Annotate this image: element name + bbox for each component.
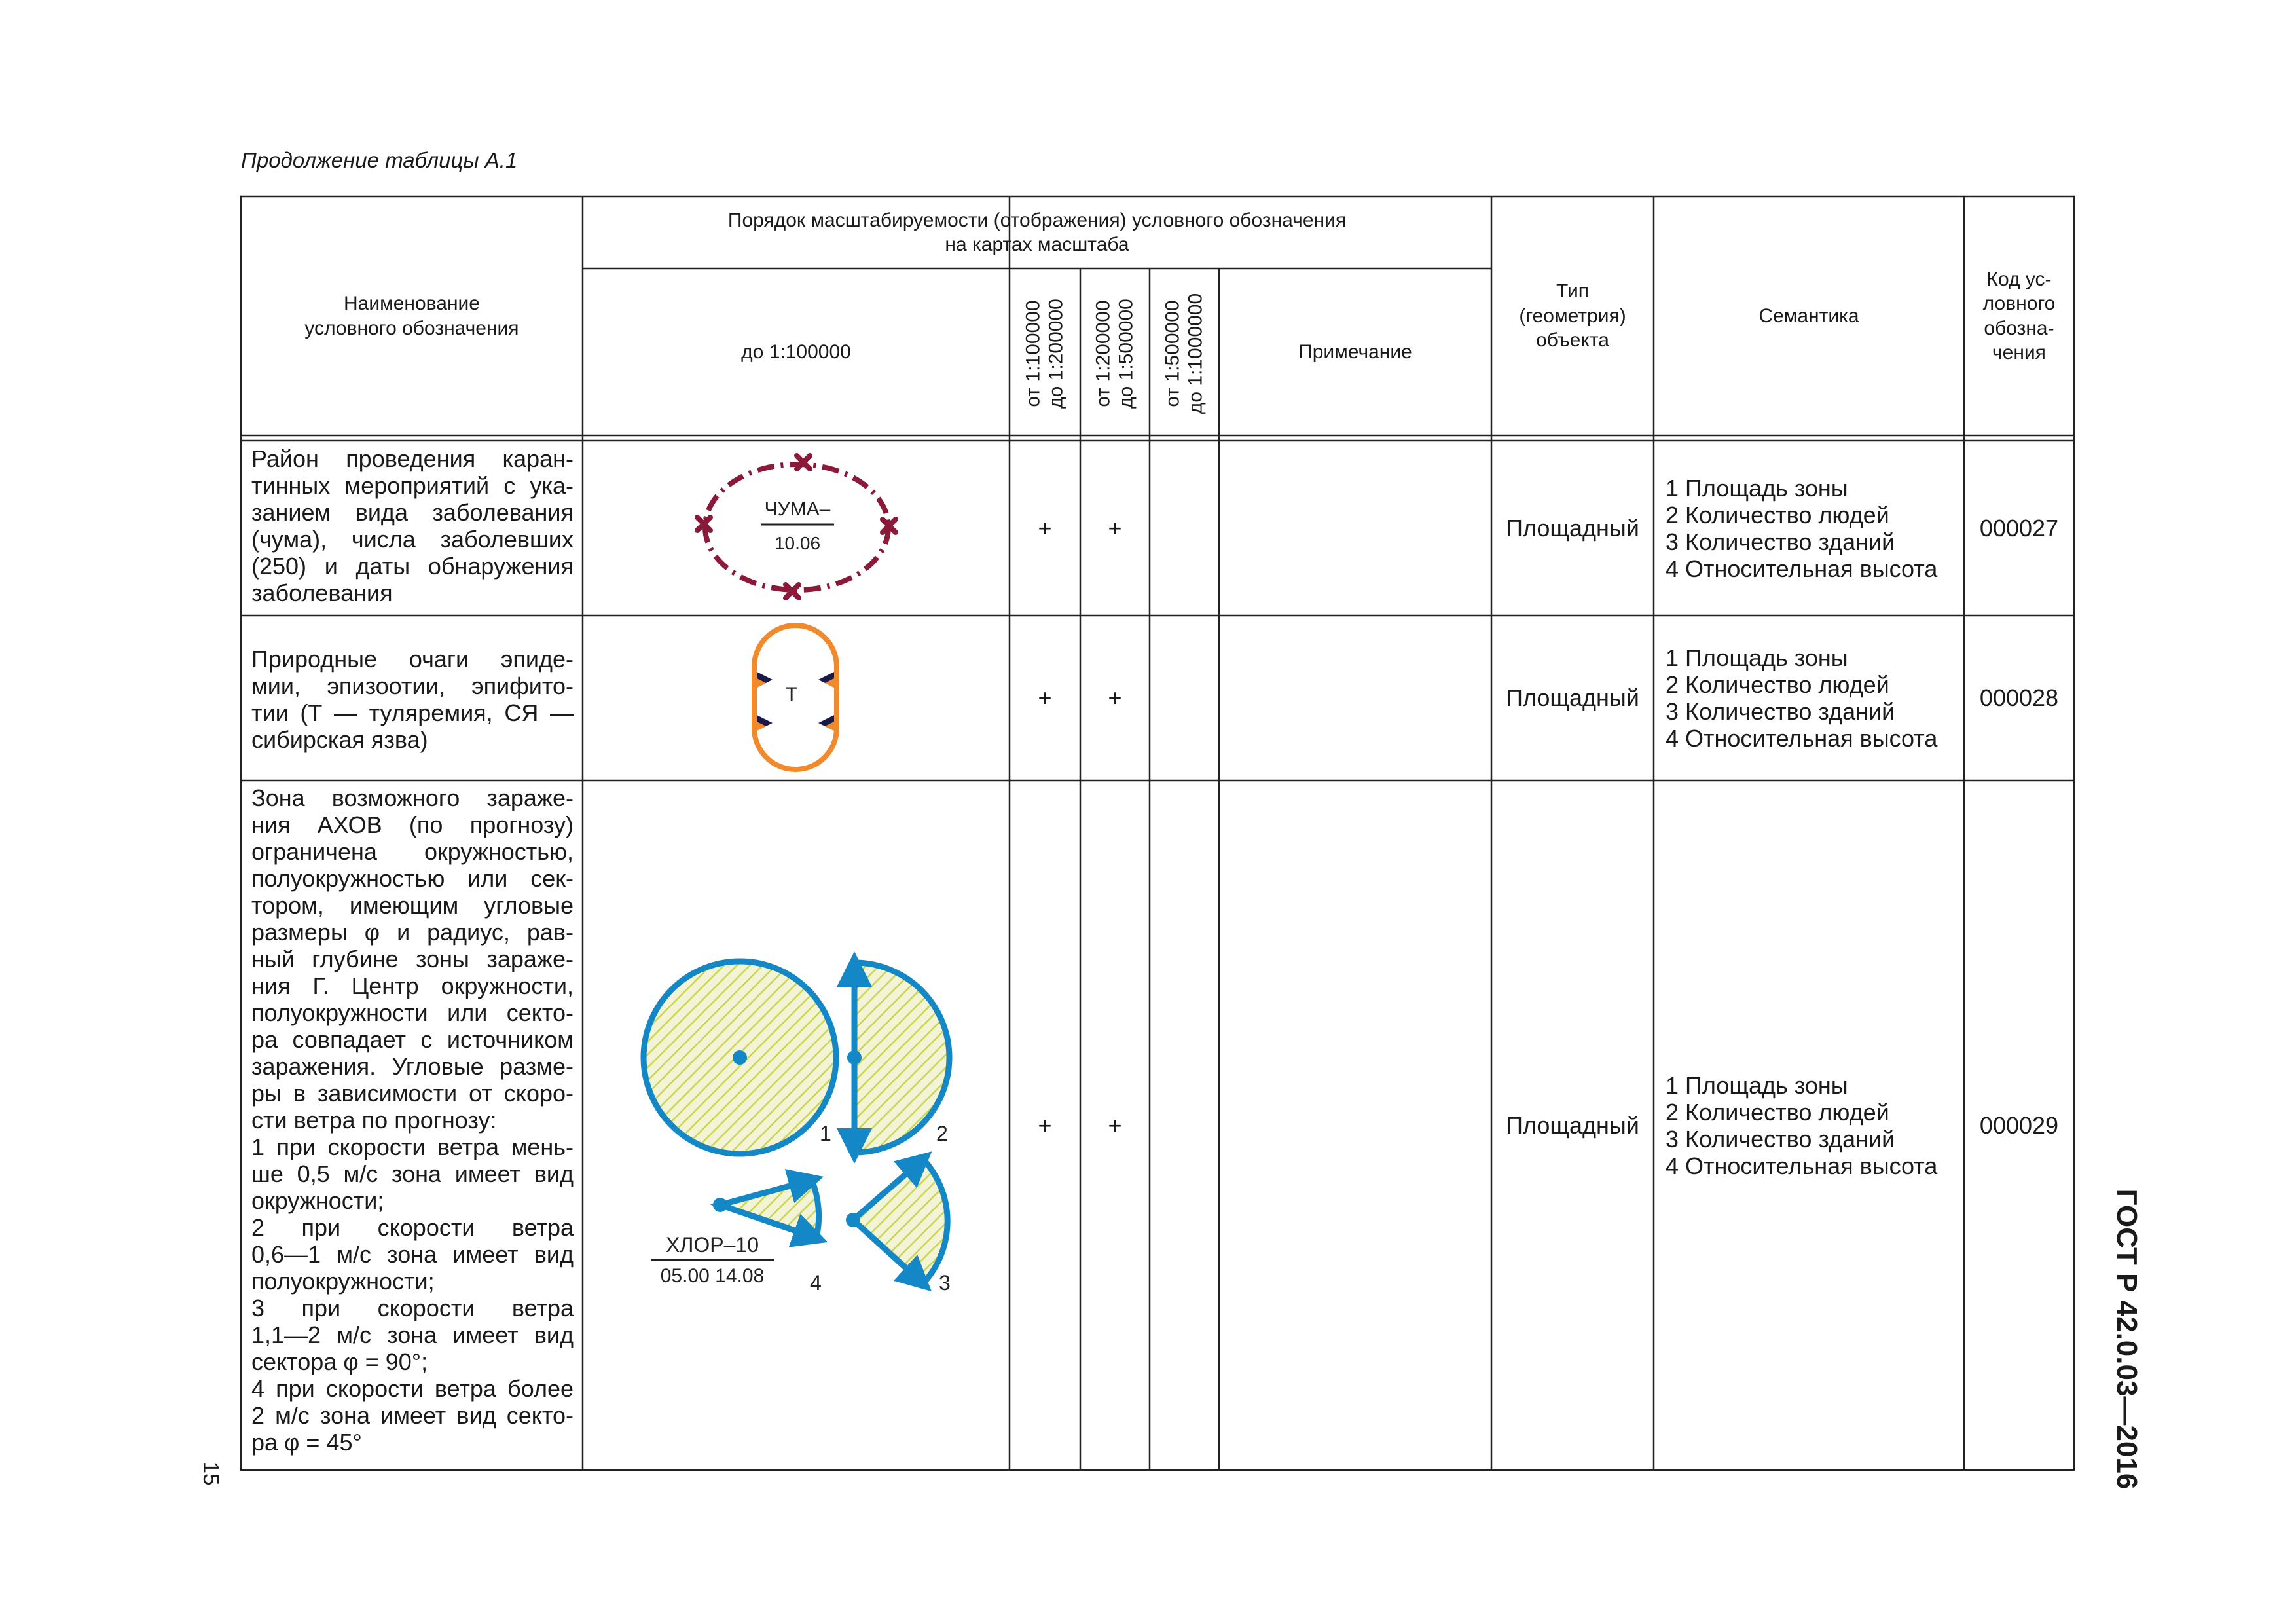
cross-icon [697,456,896,598]
header-scale-2: от 1:100000 до 1:200000 [1022,299,1066,409]
row-1-mark-2: + [1038,514,1052,542]
header-semantics: Семантика [1758,304,1859,327]
figure-label-3: 3 [939,1271,951,1295]
plague-label-bottom: 10.06 [774,533,821,553]
row-2-code: 000028 [1979,684,2059,711]
row-2-mark-3: + [1108,684,1122,711]
plague-zone-symbol [668,442,930,614]
row-2-mark-2: + [1038,684,1052,711]
standard-number: ГОСТ Р 42.0.03—2016 [2111,1189,2143,1490]
chlorine-label-top: ХЛОР–10 [666,1233,759,1257]
zone-sector-45 [713,1180,819,1238]
hazard-zone-symbols [629,943,969,1310]
chlorine-label-bottom: 05.00 14.08 [660,1265,765,1287]
header-note: Примечание [1298,341,1412,363]
header-name: Наименование условного обозначения [304,293,519,339]
row-2-type: Площадный [1506,684,1639,711]
header-code: Код ус- ловного обозна- чения [1982,268,2056,363]
header-scale-1: до 1:100000 [741,341,851,363]
zone-sector-90 [846,1159,947,1283]
focus-label: Т [786,684,798,705]
table-caption: Продолжение таблицы А.1 [241,148,518,172]
row-3-type: Площадный [1506,1111,1639,1139]
row-1-type: Площадный [1506,514,1639,542]
row-3-mark-3: + [1108,1111,1122,1139]
header-scale-3: от 1:200000 до 1:500000 [1092,299,1137,409]
row-2-semantics: 1 Площадь зоны 2 Количество людей 3 Количество зданий 4 Относительная высота [1666,644,1938,752]
row-2-name: Природные очаги эпиде- мии, эпизоотии, эпифито- тии (Т — туляремия, СЯ — сибирская язва) [251,646,574,753]
header-type: Тип (геометрия) объекта [1519,280,1626,352]
natural-focus-symbol [740,621,851,777]
row-1-name: Район проведения каран- тинных мероприятий с ука- занием вида заболевания (чума), числа заболевших (250) и даты обнаружения заболевания [251,445,574,606]
figure-label-2: 2 [936,1122,948,1145]
header-scale-4: от 1:500000 до 1:1000000 [1161,293,1206,415]
row-3-mark-2: + [1038,1111,1052,1139]
row-1-code: 000027 [1979,514,2059,542]
plague-label-top: ЧУМА– [764,498,831,520]
zone-circle [644,961,836,1154]
header-scale-group: Порядок масштабируемости (отображения) условного обозначения на картах масштаба [727,209,1347,255]
row-1-semantics: 1 Площадь зоны 2 Количество людей 3 Количество зданий 4 Относительная высота [1666,474,1938,582]
zone-semicircle [847,963,949,1153]
row-1-mark-3: + [1108,514,1122,542]
row-3-code: 000029 [1979,1111,2059,1139]
figure-label-1: 1 [820,1122,831,1145]
page-number: 15 [199,1461,223,1486]
row-3-name: Зона возможного зараже- ния АХОВ (по прогнозу) ограничена окружностью, полуокружностью или сек- тором, имеющим угловые размеры φ и радиус, рав- ный глубине зоны зараже- ния Г. Центр окружности, полуокружности или секто- ра совпадает с источником заражения. Угловые разме- ры в зависимости от скоро- сти ветра по прогнозу: 1 при скорости ветра мень- ше 0,5 м/с зона имеет вид окружности; 2 при скорости ветра 0,6—1 м/с зона имеет вид полуокружности; 3 при скорости ветра 1,1—2 м/с зона имеет вид сектора φ = 90°; 4 при скорости ветра более 2 м/с зона имеет вид секто- ра φ = 45° [251,784,574,1456]
figure-label-4: 4 [810,1271,822,1295]
row-3-semantics: 1 Площадь зоны 2 Количество людей 3 Количество зданий 4 Относительная высота [1666,1071,1938,1179]
